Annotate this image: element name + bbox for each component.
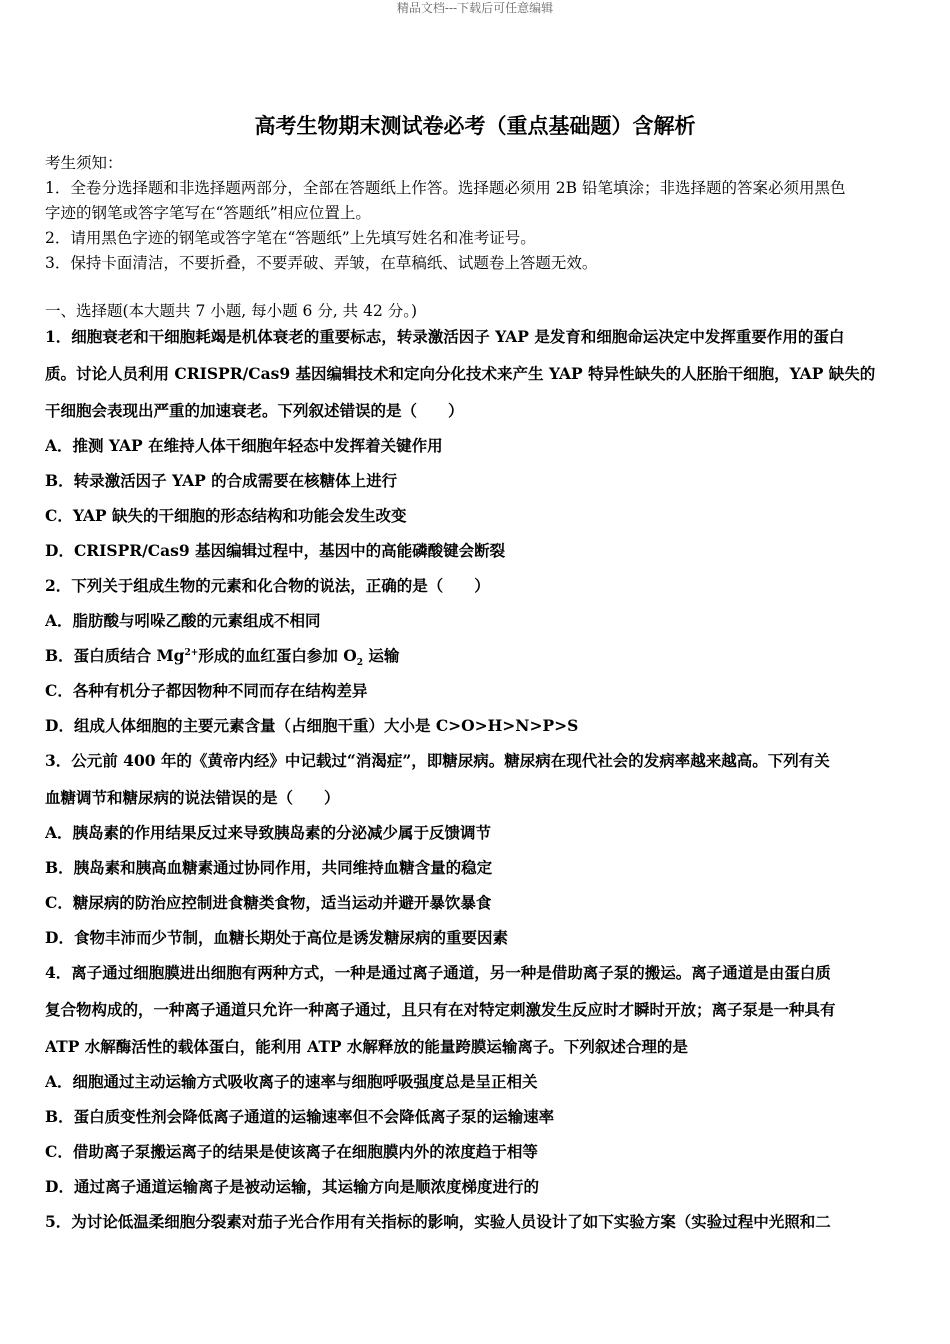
question-1-option-c: C．YAP 缺失的干细胞的形态结构和功能会发生改变 — [45, 506, 407, 525]
question-4-option-a: A．细胞通过主动运输方式吸收离子的速率与细胞呼吸强度总是呈正相关 — [45, 1072, 538, 1091]
question-3-option-d: D．食物丰沛而少节制，血糖长期处于高位是诱发糖尿病的重要因素 — [45, 928, 508, 947]
question-4-option-c: C．借助离子泵搬运离子的结果是使该离子在细胞膜内外的浓度趋于相等 — [45, 1142, 538, 1161]
question-3-option-b: B．胰岛素和胰高血糖素通过协同作用，共同维持血糖含量的稳定 — [45, 858, 493, 877]
question-2-stem: 2．下列关于组成生物的元素和化合物的说法，正确的是（ ） — [45, 576, 490, 595]
question-2-option-c: C．各种有机分子都因物种不同而存在结构差异 — [45, 681, 368, 700]
question-1-stem: 质。讨论人员利用 CRISPR/Cas9 基因编辑技术和定向分化技术来产生 YAP 特异性缺失的人胚胎干细胞，YAP 缺失的 — [45, 364, 876, 383]
question-4-stem: ATP 水解酶活性的载体蛋白，能利用 ATP 水解释放的能量跨膜运输离子。下列叙述合理的是 — [45, 1037, 688, 1056]
question-1-stem: 干细胞会表现出严重的加速衰老。下列叙述错误的是（ ） — [45, 401, 464, 420]
question-3-stem: 3．公元前 400 年的《黄帝内经》中记载过“消渴症”，即糖尿病。糖尿病在现代社会的发病率越来越高。下列有关 — [45, 751, 830, 770]
option-b-text: 形成的血红蛋白参加 O — [198, 646, 357, 665]
page-title: 高考生物期末测试卷必考（重点基础题）含解析 — [254, 113, 696, 138]
question-4-option-b: B．蛋白质变性剂会降低离子通道的运输速率但不会降低离子泵的运输速率 — [45, 1107, 555, 1126]
option-b-text: B．蛋白质结合 Mg — [45, 646, 185, 665]
question-4-option-d: D．通过离子通道运输离子是被动运输，其运输方向是顺浓度梯度进行的 — [45, 1177, 539, 1196]
question-3-option-c: C．糖尿病的防治应控制进食糖类食物，适当运动并避开暴饮暴食 — [45, 893, 492, 912]
question-4-stem: 4．离子通过细胞膜进出细胞有两种方式，一种是通过离子通道，另一种是借助离子泵的搬运。离子通道是由蛋白质 — [45, 963, 831, 982]
section-heading: 一、选择题(本大题共 7 小题, 每小题 6 分, 共 42 分。) — [45, 302, 418, 320]
notice-line: 2．请用黑色字迹的钢笔或答字笔在“答题纸”上先填写姓名和准考证号。 — [45, 229, 536, 247]
subscript: 2 — [356, 658, 363, 667]
question-4-stem: 复合物构成的，一种离子通道只允许一种离子通过，且只有在对特定刺激发生反应时才瞬时开放；离子泵是一种具有 — [45, 1000, 836, 1019]
option-b-text: 运输 — [362, 646, 400, 665]
question-2-option-a: A．脂肪酸与吲哚乙酸的元素组成不相同 — [45, 611, 321, 630]
page-header: 精品文档---下载后可任意编辑 — [396, 1, 554, 15]
question-2-option-b — [45, 645, 905, 667]
question-1-option-b: B．转录激活因子 YAP 的合成需要在核糖体上进行 — [45, 471, 398, 490]
notice-line: 1．全卷分选择题和非选择题两部分，全部在答题纸上作答。选择题必须用 2B 铅笔填涂；非选择题的答案必须用黑色 — [45, 179, 846, 197]
question-1-option-a: A．推测 YAP 在维持人体干细胞年轻态中发挥着关键作用 — [45, 436, 443, 455]
question-3-option-a: A．胰岛素的作用结果反过来导致胰岛素的分泌减少属于反馈调节 — [45, 823, 492, 842]
notice-line: 3．保持卡面清洁，不要折叠，不要弄破、弄皱，在草稿纸、试题卷上答题无效。 — [45, 254, 598, 272]
question-1-stem: 1．细胞衰老和干细胞耗竭是机体衰老的重要标志，转录激活因子 YAP 是发育和细胞命运决定中发挥重要作用的蛋白 — [45, 327, 845, 346]
question-2-option-d: D．组成人体细胞的主要元素含量（占细胞干重）大小是 C>O>H>N>P>S — [45, 716, 579, 735]
question-5-stem: 5．为讨论低温柔细胞分裂素对茄子光合作用有关指标的影响，实验人员设计了如下实验方案（实验过程中光照和二 — [45, 1212, 831, 1231]
question-1-option-d: D．CRISPR/Cas9 基因编辑过程中，基因中的高能磷酸键会断裂 — [45, 541, 506, 560]
notice-heading: 考生须知： — [45, 154, 123, 172]
notice-line: 字迹的钢笔或答字笔写在“答题纸”相应位置上。 — [45, 204, 371, 222]
superscript: 2+ — [184, 647, 199, 658]
question-3-stem: 血糖调节和糖尿病的说法错误的是（ ） — [45, 788, 340, 807]
